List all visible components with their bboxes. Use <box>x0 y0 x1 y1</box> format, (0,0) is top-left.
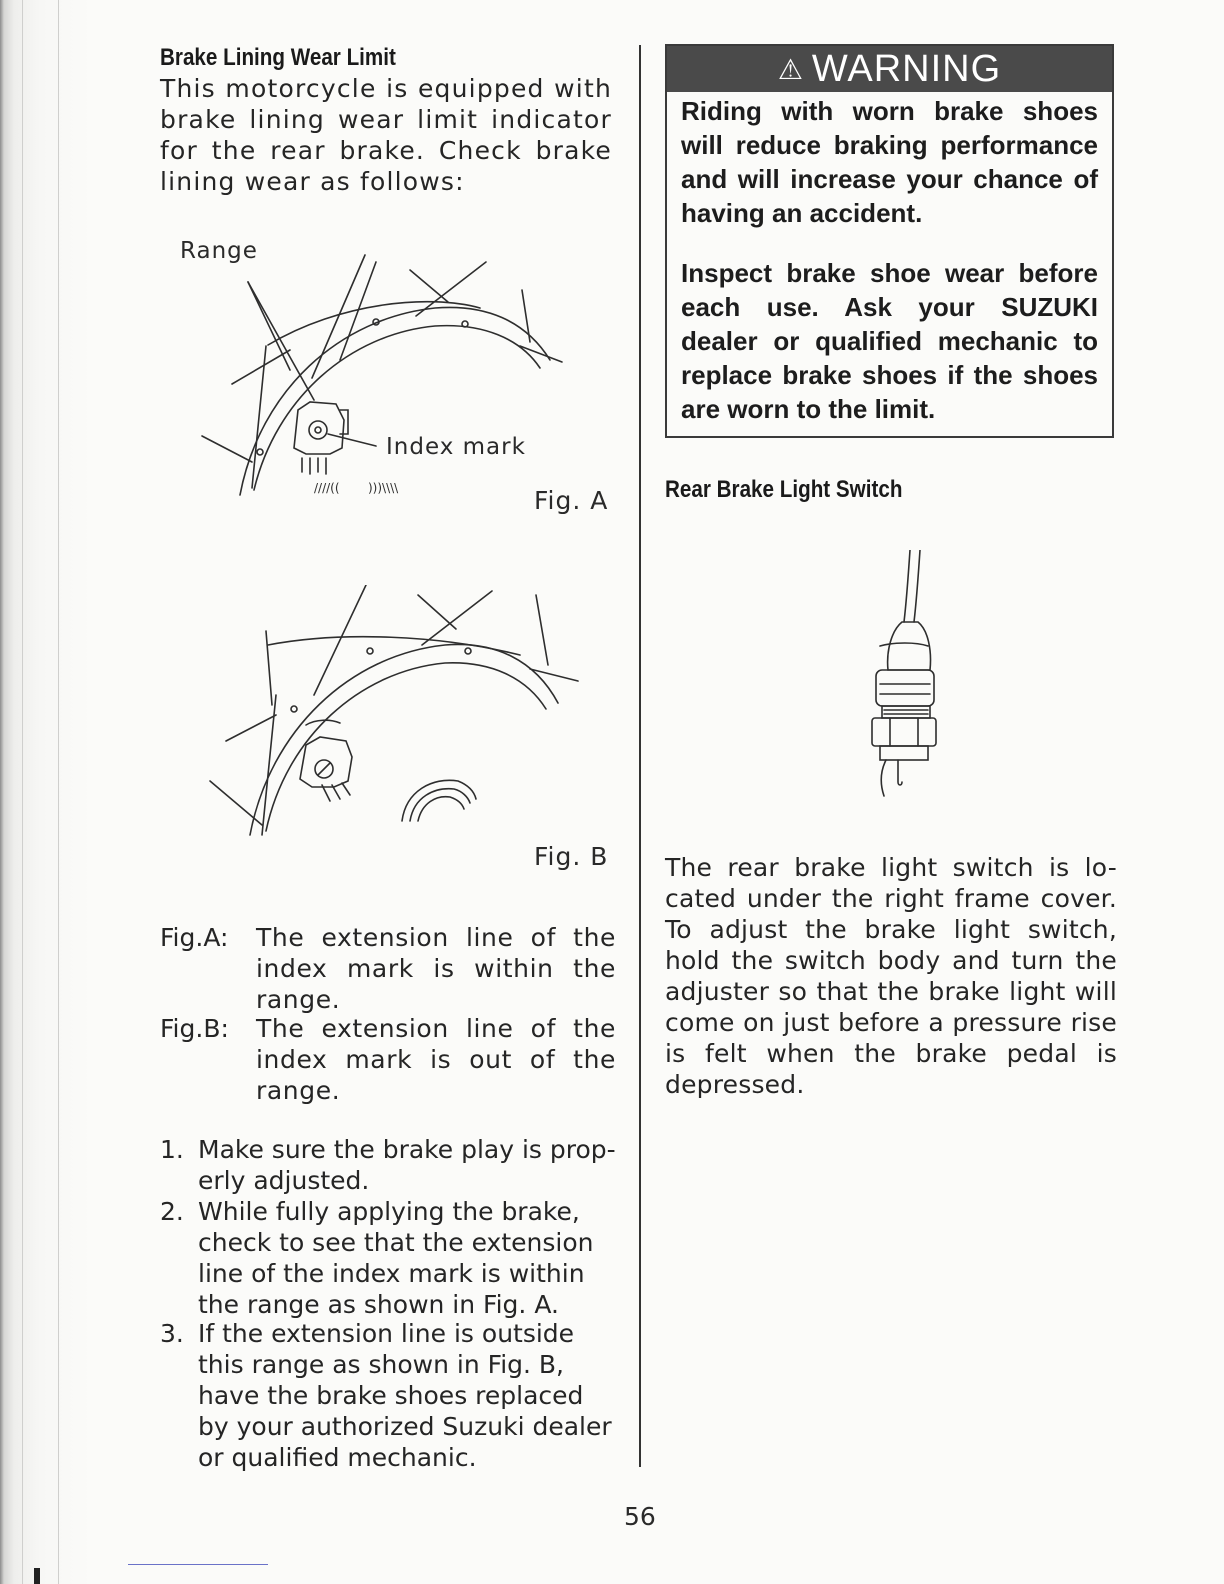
step-3 <box>160 1318 616 1473</box>
switch-adjuster-nut <box>872 718 936 746</box>
page-number: 56 <box>624 1502 656 1531</box>
page-binding-edge <box>0 0 92 1584</box>
wheel-spoke <box>226 715 276 741</box>
step-2-text: While fully applying the brake, check to see that the extension line of the index mark is within the range as shown in Fig. A. <box>198 1197 594 1319</box>
wheel-spoke <box>314 585 366 695</box>
fig-b-description-label: Fig.B: <box>160 1014 229 1043</box>
fig-b-description-text: The extension line of the index mark is out of the range. <box>256 1014 616 1105</box>
figure-a-caption: Fig. A <box>534 486 609 515</box>
warning-box <box>665 44 1114 438</box>
switch-boot <box>888 622 931 670</box>
step-3-text: If the extension line is outside this range as shown in Fig. B, have the brake shoes replaced by your authorized Suzuki dealer or qualified mechanic. <box>198 1319 612 1472</box>
fig-b-description <box>160 1013 616 1106</box>
index-mark-pointer <box>328 434 376 446</box>
fig-a-description-text: The extension line of the index mark is within the range. <box>256 923 616 1014</box>
switch-thread <box>882 706 930 718</box>
svg-text:////((: ////(( <box>314 481 340 495</box>
range-label: Range <box>180 238 258 264</box>
brake-light-switch-drawing <box>840 550 950 800</box>
switch-body <box>876 670 934 706</box>
brake-cam-lever <box>300 737 352 787</box>
wheel-spoke <box>410 270 448 302</box>
svg-text:)))\\\\: )))\\\\ <box>368 481 399 495</box>
step-2 <box>160 1196 616 1320</box>
warning-paragraph-1: Riding with worn brake shoes will reduce braking performance and will increase your chance of having an accident. <box>681 96 1098 228</box>
scan-corner-rule <box>128 1564 268 1565</box>
rear-brake-light-switch-heading: Rear Brake Light Switch <box>665 476 903 503</box>
fig-a-description <box>160 922 616 1015</box>
warning-paragraph-2: Inspect brake shoe wear before each use. Ask your SUZUKI dealer or qualified mechanic to replace brake shoes if the shoes are worn to the limit. <box>681 258 1098 424</box>
switch-spring <box>881 760 886 796</box>
fig-a-description-label: Fig.A: <box>160 923 229 952</box>
switch-wire <box>914 550 920 622</box>
figure-b-caption: Fig. B <box>534 842 609 871</box>
step-2-number: 2. <box>160 1197 184 1226</box>
warning-header <box>667 46 1112 92</box>
wheel-spoke <box>522 290 530 342</box>
figure-a-drawing <box>190 250 590 510</box>
wheel-spoke <box>340 262 376 360</box>
index-mark-label: Index mark <box>386 434 526 460</box>
step-3-number: 3. <box>160 1319 184 1348</box>
page-edge-line <box>22 0 23 1584</box>
wheel-spoke <box>312 255 365 378</box>
axle-hub <box>402 780 476 821</box>
wheel-spoke <box>422 591 492 645</box>
step-1-text: Make sure the brake play is prop-erly adjusted. <box>198 1135 616 1195</box>
step-1 <box>160 1134 616 1196</box>
warning-triangle-icon: ⚠ <box>777 53 804 85</box>
page-edge-line <box>58 0 59 1584</box>
wheel-spoke <box>210 781 262 825</box>
wheel-spoke <box>232 350 290 384</box>
wheel-spoke <box>266 631 272 705</box>
switch-wire <box>904 550 910 622</box>
brake-lining-heading: Brake Lining Wear Limit <box>160 44 396 71</box>
range-pointer <box>248 282 290 370</box>
figure-b-drawing <box>190 585 590 845</box>
column-divider <box>639 45 641 1467</box>
brake-lining-intro: This motorcycle is equipped with brake lining wear limit indicator for the rear brake. Check brake lining wear as follows: <box>160 74 612 196</box>
warning-title: WARNING <box>811 47 1002 90</box>
wheel-spoke <box>418 595 456 629</box>
brake-light-switch-text: The rear brake light switch is lo-cated under the right frame cover. To adjust the brake light switch, hold the switch body and turn the adjuster so that the brake light will come on just before a pressure rise is felt when the brake pedal is depressed. <box>665 853 1117 1099</box>
range-pointer <box>248 282 314 400</box>
scan-corner-mark <box>34 1568 40 1584</box>
step-1-number: 1. <box>160 1135 184 1164</box>
wheel-spoke <box>536 595 548 665</box>
brake-drum-inner-rim <box>254 326 540 490</box>
brake-drum-rim <box>250 644 558 835</box>
wheel-spoke <box>202 436 252 462</box>
